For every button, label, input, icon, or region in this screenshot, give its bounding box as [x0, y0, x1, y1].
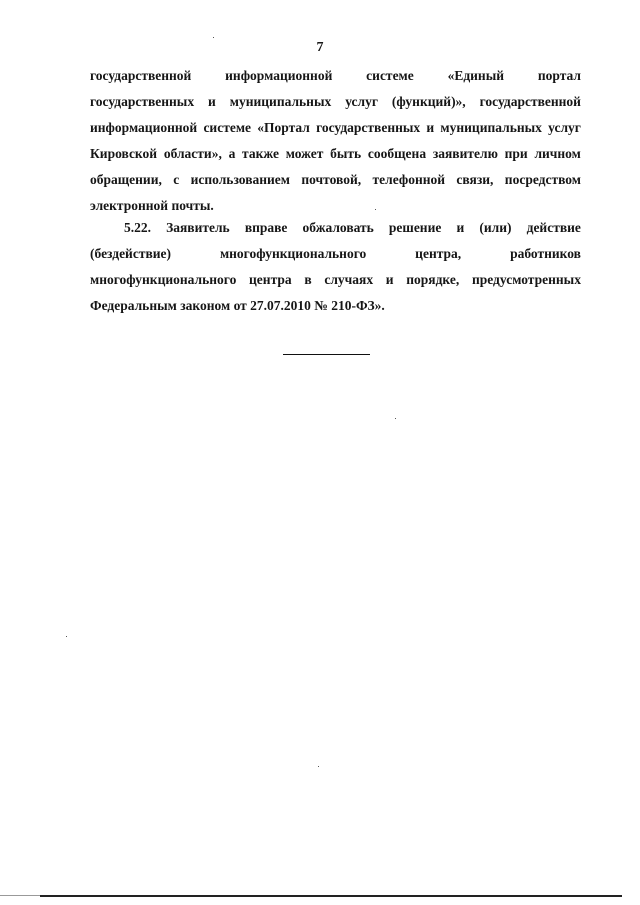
- word: заявителю: [432, 146, 498, 161]
- word: связи,: [456, 172, 494, 187]
- page-number: 7: [316, 40, 324, 55]
- text-line: [90, 141, 581, 167]
- scan-edge-line: [0, 895, 40, 896]
- word: также: [242, 146, 279, 161]
- word: информационной: [225, 68, 333, 83]
- word: Заявитель: [166, 220, 230, 235]
- word: государственных: [316, 120, 421, 135]
- word: и: [208, 94, 216, 109]
- word: обжаловать: [302, 220, 374, 235]
- word: почтовой,: [301, 172, 362, 187]
- word: «Единый: [447, 68, 505, 83]
- word: личном: [534, 146, 581, 161]
- word: может: [285, 146, 324, 161]
- word: «Портал: [257, 120, 310, 135]
- word: сообщена: [367, 146, 427, 161]
- word: вправе: [244, 220, 288, 235]
- word: телефонной: [372, 172, 446, 187]
- word: центра: [249, 272, 292, 287]
- word: использованием: [190, 172, 290, 187]
- word: а: [228, 146, 236, 161]
- paragraph-5-22: [90, 215, 581, 319]
- word: Кировской: [90, 146, 158, 161]
- word: в: [304, 272, 312, 287]
- word: муниципальных: [229, 94, 332, 109]
- word: 5.22.: [124, 220, 151, 235]
- word: центра,: [415, 246, 462, 261]
- text-line: [90, 241, 581, 267]
- word: системе: [203, 120, 252, 135]
- scan-bottom-line: [40, 895, 622, 897]
- word: (функций)»,: [391, 94, 466, 109]
- scan-speck: [66, 636, 67, 637]
- text-line: [90, 115, 581, 141]
- scan-speck: [395, 418, 396, 419]
- text-line-last: электронной почты.: [90, 198, 214, 213]
- word: быть: [330, 146, 362, 161]
- word: случаях: [324, 272, 374, 287]
- word: работников: [510, 246, 581, 261]
- text-line: [90, 215, 581, 241]
- word: государственной: [479, 94, 581, 109]
- paragraph-continuation: [90, 63, 581, 219]
- text-line: [90, 267, 581, 293]
- scan-speck: [213, 37, 214, 38]
- scan-speck: [318, 766, 319, 767]
- word: и: [426, 120, 435, 135]
- scan-speck: [375, 209, 376, 210]
- word: при: [504, 146, 528, 161]
- word: решение: [388, 220, 442, 235]
- word: услуг: [345, 94, 378, 109]
- word: государственных: [90, 94, 195, 109]
- word: (бездействие): [90, 246, 172, 261]
- text-line: [90, 89, 581, 115]
- word: и: [385, 272, 394, 287]
- word: и: [456, 220, 465, 235]
- text-line-last: Федеральным законом от 27.07.2010 № 210-ФЗ».: [90, 298, 385, 313]
- word: обращении,: [90, 172, 162, 187]
- end-separator-line: [283, 354, 370, 355]
- word: системе: [366, 68, 414, 83]
- word: действие: [526, 220, 581, 235]
- word: услуг: [548, 120, 581, 135]
- word: многофункционального: [90, 272, 237, 287]
- word: с: [173, 172, 180, 187]
- word: информационной: [90, 120, 198, 135]
- word: области»,: [163, 146, 222, 161]
- text-line: [90, 63, 581, 89]
- word: многофункционального: [219, 246, 367, 261]
- word: государственной: [90, 68, 192, 83]
- word: порядке,: [406, 272, 460, 287]
- word: предусмотренных: [471, 272, 581, 287]
- word: портал: [537, 68, 581, 83]
- text-line: [90, 167, 581, 193]
- word: (или): [479, 220, 512, 235]
- word: муниципальных: [440, 120, 542, 135]
- word: посредством: [504, 172, 581, 187]
